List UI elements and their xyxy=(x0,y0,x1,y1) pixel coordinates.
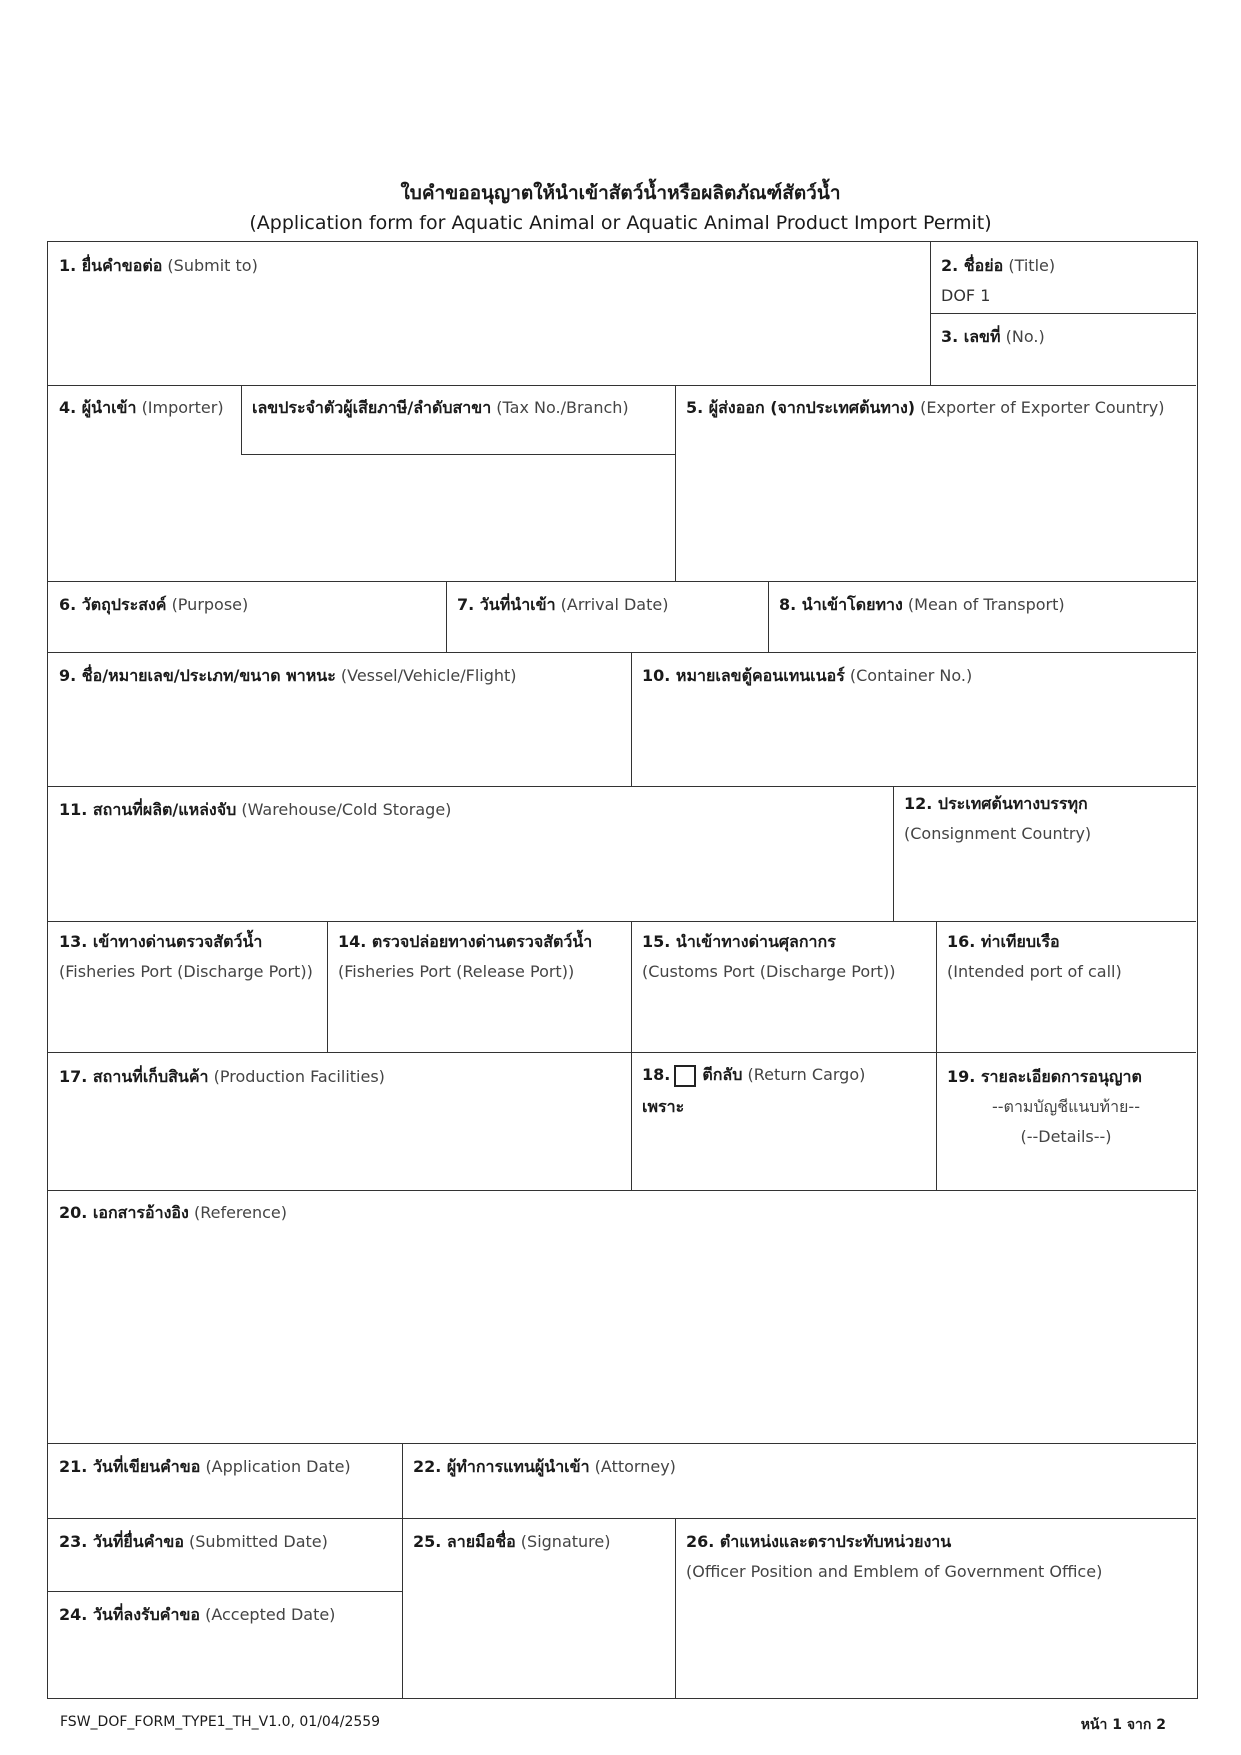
field-22-attorney[interactable] xyxy=(413,1456,676,1478)
field-10-label-en: (Container No.) xyxy=(849,666,973,685)
field-11-warehouse[interactable] xyxy=(59,799,451,821)
row-divider xyxy=(48,1190,1196,1191)
page-number: หน้า 1 จาก 2 xyxy=(1080,1717,1166,1733)
column-divider xyxy=(893,786,894,921)
field-15-customs-port[interactable] xyxy=(642,931,895,983)
return-cargo-checkbox[interactable] xyxy=(674,1065,696,1087)
column-divider xyxy=(675,1518,676,1698)
field-1-label-th: 1. ยื่นคำขอต่อ xyxy=(59,256,163,275)
field-25-label-th: 25. ลายมือชื่อ xyxy=(413,1532,516,1551)
row-divider xyxy=(241,454,675,455)
field-26-officer-position[interactable] xyxy=(686,1531,1102,1583)
field-16-port-of-call[interactable] xyxy=(947,931,1122,983)
row-divider xyxy=(48,1591,402,1592)
field-4b-label-th: เลขประจำตัวผู้เสียภาษี/ลำดับสาขา xyxy=(252,398,492,417)
field-1-label-en: (Submit to) xyxy=(167,256,258,275)
form-title-english: (Application form for Aquatic Animal or Aquatic Animal Product Import Permit) xyxy=(249,212,992,234)
column-divider xyxy=(675,385,676,581)
column-divider xyxy=(327,921,328,1052)
field-13-fisheries-discharge-port[interactable] xyxy=(59,931,313,983)
field-26-label-en: (Officer Position and Emblem of Government Office) xyxy=(686,1562,1103,1581)
field-19-permit-details xyxy=(947,1066,1142,1088)
field-20-label-th: 20. เอกสารอ้างอิง xyxy=(59,1203,189,1222)
field-2-value: DOF 1 xyxy=(941,286,991,305)
field-11-label-th: 11. สถานที่ผลิต/แหล่งจับ xyxy=(59,800,237,819)
field-19-note-en: (--Details--) xyxy=(1020,1127,1112,1146)
field-13-label-th: 13. เข้าทางด่านตรวจสัตว์น้ำ xyxy=(59,932,263,951)
field-9-label-th: 9. ชื่อ/หมายเลข/ประเภท/ขนาด พาหนะ xyxy=(59,666,336,685)
field-3-label-en: (No.) xyxy=(1005,327,1045,346)
field-18-label-th: ตีกลับ xyxy=(702,1065,743,1084)
field-15-label-th: 15. นำเข้าทางด่านศุลกากร xyxy=(642,932,836,951)
field-12-label-en: (Consignment Country) xyxy=(904,824,1092,843)
field-16-label-th: 16. ท่าเทียบเรือ xyxy=(947,932,1060,951)
column-divider xyxy=(631,652,632,786)
row-divider xyxy=(48,921,1196,922)
field-4-importer[interactable] xyxy=(59,397,224,419)
field-10-container[interactable] xyxy=(642,665,972,687)
field-25-label-en: (Signature) xyxy=(520,1532,611,1551)
field-4-label-en: (Importer) xyxy=(141,398,224,417)
field-22-label-en: (Attorney) xyxy=(594,1457,676,1476)
field-23-label-en: (Submitted Date) xyxy=(189,1532,328,1551)
field-21-application-date[interactable] xyxy=(59,1456,351,1478)
field-4-tax-number[interactable] xyxy=(252,397,629,419)
field-17-production-facilities[interactable] xyxy=(59,1066,385,1088)
field-3-label-th: 3. เลขที่ xyxy=(941,327,1001,346)
field-24-accepted-date[interactable] xyxy=(59,1604,335,1626)
row-divider xyxy=(48,652,1196,653)
field-17-label-en: (Production Facilities) xyxy=(213,1067,385,1086)
field-24-label-en: (Accepted Date) xyxy=(205,1605,336,1624)
field-7-label-en: (Arrival Date) xyxy=(560,595,669,614)
field-25-signature[interactable] xyxy=(413,1531,610,1553)
column-divider xyxy=(936,921,937,1190)
field-3-number[interactable] xyxy=(941,326,1045,348)
field-8-label-th: 8. นำเข้าโดยทาง xyxy=(779,595,903,614)
field-26-label-th: 26. ตำแหน่งและตราประทับหน่วยงาน xyxy=(686,1532,952,1551)
column-divider xyxy=(241,385,242,454)
field-18-number: 18. xyxy=(642,1065,671,1084)
field-9-vessel[interactable] xyxy=(59,665,517,687)
field-8-transport[interactable] xyxy=(779,594,1065,616)
field-5-label-en: (Exporter of Exporter Country) xyxy=(920,398,1165,417)
field-4b-label-en: (Tax No./Branch) xyxy=(496,398,629,417)
field-2-title[interactable] xyxy=(941,255,1055,277)
row-divider xyxy=(48,385,1196,386)
field-20-reference[interactable] xyxy=(59,1202,287,1224)
field-23-submitted-date[interactable] xyxy=(59,1531,328,1553)
field-17-label-th: 17. สถานที่เก็บสินค้า xyxy=(59,1067,209,1086)
field-18-return-cargo xyxy=(642,1064,865,1087)
field-12-consignment-country[interactable] xyxy=(904,793,1091,845)
field-7-label-th: 7. วันที่นำเข้า xyxy=(457,595,556,614)
field-19-label-th: 19. รายละเอียดการอนุญาต xyxy=(947,1067,1142,1086)
field-23-label-th: 23. วันที่ยื่นคำขอ xyxy=(59,1532,184,1551)
form-code: FSW_DOF_FORM_TYPE1_TH_V1.0, 01/04/2559 xyxy=(60,1714,381,1730)
field-21-label-th: 21. วันที่เขียนคำขอ xyxy=(59,1457,201,1476)
field-6-purpose[interactable] xyxy=(59,594,248,616)
column-divider xyxy=(631,921,632,1190)
field-6-label-th: 6. วัตถุประสงค์ xyxy=(59,595,167,614)
column-divider xyxy=(768,581,769,652)
field-2-label-en: (Title) xyxy=(1008,256,1056,275)
field-13-label-en: (Fisheries Port (Discharge Port)) xyxy=(59,962,313,981)
field-18-because-label: เพราะ xyxy=(642,1097,685,1116)
row-divider xyxy=(48,1443,1196,1444)
field-18-label-en: (Return Cargo) xyxy=(747,1065,866,1084)
field-14-label-en: (Fisheries Port (Release Port)) xyxy=(338,962,575,981)
field-7-arrival-date[interactable] xyxy=(457,594,668,616)
field-6-label-en: (Purpose) xyxy=(171,595,249,614)
field-2-label-th: 2. ชื่อย่อ xyxy=(941,256,1004,275)
field-9-label-en: (Vessel/Vehicle/Flight) xyxy=(340,666,517,685)
field-8-label-en: (Mean of Transport) xyxy=(907,595,1065,614)
field-20-label-en: (Reference) xyxy=(193,1203,288,1222)
field-5-exporter[interactable] xyxy=(686,397,1165,419)
field-22-label-th: 22. ผู้ทำการแทนผู้นำเข้า xyxy=(413,1457,590,1476)
application-form-grid xyxy=(47,241,1198,1699)
field-5-label-th: 5. ผู้ส่งออก (จากประเทศต้นทาง) xyxy=(686,398,916,417)
field-1-submit-to[interactable] xyxy=(59,255,258,277)
form-title-thai: ใบคำขออนุญาตให้นำเข้าสัตว์น้ำหรือผลิตภัณฑ์สัตว์น้ำ xyxy=(400,182,841,204)
field-10-label-th: 10. หมายเลขตู้คอนเทนเนอร์ xyxy=(642,666,845,685)
field-14-fisheries-release-port[interactable] xyxy=(338,931,592,983)
field-14-label-th: 14. ตรวจปล่อยทางด่านตรวจสัตว์น้ำ xyxy=(338,932,593,951)
field-4-label-th: 4. ผู้นำเข้า xyxy=(59,398,137,417)
field-21-label-en: (Application Date) xyxy=(205,1457,351,1476)
column-divider xyxy=(402,1443,403,1698)
column-divider xyxy=(446,581,447,652)
row-divider xyxy=(930,313,1196,314)
field-18-because xyxy=(642,1096,684,1118)
row-divider xyxy=(48,1052,1196,1053)
row-divider xyxy=(48,581,1196,582)
row-divider xyxy=(48,1518,1196,1519)
field-24-label-th: 24. วันที่ลงรับคำขอ xyxy=(59,1605,200,1624)
field-15-label-en: (Customs Port (Discharge Port)) xyxy=(642,962,896,981)
row-divider xyxy=(48,786,1196,787)
field-19-note-th: --ตามบัญชีแนบท้าย-- xyxy=(992,1097,1140,1116)
column-divider xyxy=(930,242,931,385)
field-16-label-en: (Intended port of call) xyxy=(947,962,1122,981)
field-12-label-th: 12. ประเทศต้นทางบรรทุก xyxy=(904,794,1088,813)
field-11-label-en: (Warehouse/Cold Storage) xyxy=(241,800,452,819)
